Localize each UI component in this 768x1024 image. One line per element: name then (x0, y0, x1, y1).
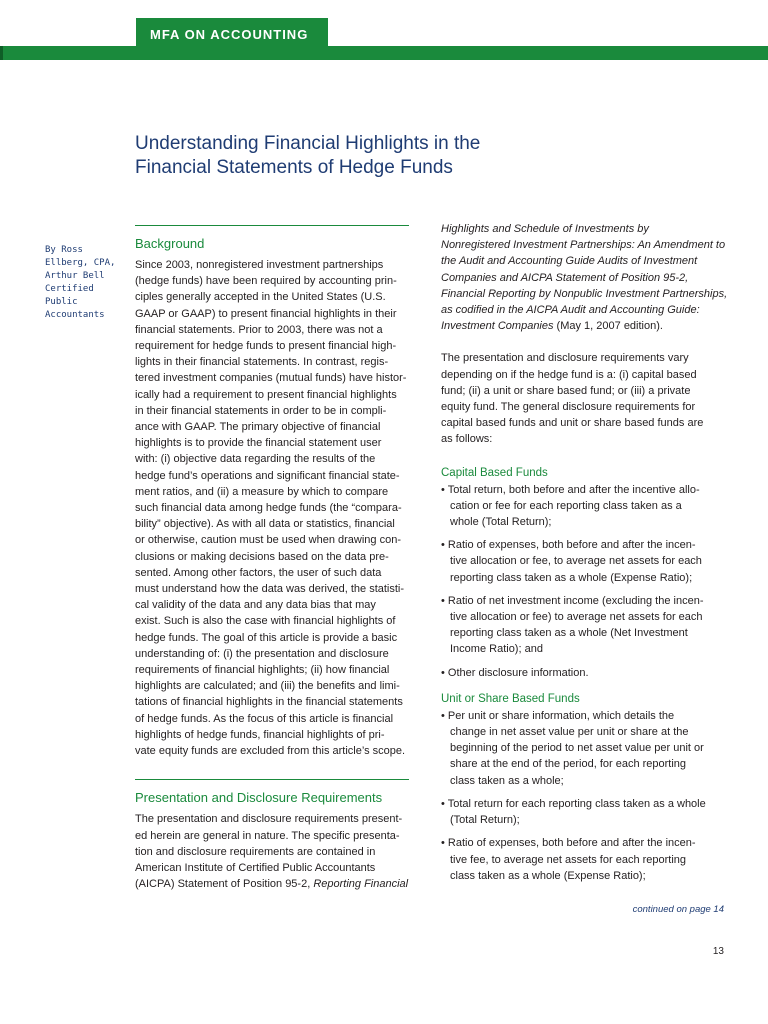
body-line: ciples generally accepted in the United States (U.S. (135, 291, 386, 304)
continued-note: continued on page 14 (632, 904, 724, 915)
body-line: GAAP or GAAP) to present financial highlights in their (135, 307, 397, 320)
citation-paragraph (441, 221, 729, 334)
body-line: hedge funds. The goal of this article is provide a basic (135, 631, 398, 644)
publication-title: Reporting Financial (313, 878, 409, 891)
bullet-line: • Total return, both before and after the incentive allo- (441, 483, 700, 496)
body-line: lights in their financial statements. In contrast, regis- (135, 356, 389, 369)
author-byline (45, 244, 120, 322)
body-line: ed herein are general in nature. The specific presenta- (135, 829, 400, 842)
bullet-line: cation or fee for each reporting class taken as a (450, 499, 682, 512)
body-line: tered investment companies (mutual funds) have histor- (135, 372, 407, 385)
body-line: requirements of financial highlights; (ii) how financial (135, 664, 390, 677)
bullet-line: • Ratio of expenses, both before and after the incen- (441, 837, 696, 850)
article-title-line-2: Financial Statements of Hedge Funds (135, 157, 453, 178)
requirements-paragraph (441, 350, 729, 447)
body-line: understanding of: (i) the presentation and disclosure (135, 647, 389, 660)
byline-line: Arthur Bell (45, 271, 105, 281)
article-title-line-1: Understanding Financial Highlights in the (135, 133, 481, 154)
bullet-line: whole (Total Return); (450, 516, 552, 529)
section-rule (135, 779, 409, 780)
presentation-heading: Presentation and Disclosure Requirements (135, 790, 383, 806)
bullet-item (441, 796, 729, 828)
citation-line: Companies and AICPA Statement of Position 95-2, (441, 271, 689, 284)
bullet-line: tive allocation or fee, to average net assets for each (450, 555, 702, 568)
bullet-item (441, 593, 729, 658)
body-line: (AICPA) Statement of Position 95-2, Reporting Financial (135, 878, 409, 891)
citation-line: as codified in the AICPA Audit and Accounting Guide: (441, 304, 700, 317)
citation-line: Financial Reporting by Nonpublic Investment Partnerships, (441, 287, 728, 300)
body-line: tations of financial highlights in the financial statements (135, 696, 403, 709)
body-line: financial statements. Prior to 2003, there was not a (135, 323, 383, 336)
body-line: ically had a requirement to present financial highlights (135, 388, 397, 401)
bullet-line: • Total return for each reporting class taken as a whole (441, 797, 706, 810)
body-line: hedge fund’s operations and significant financial state- (135, 469, 400, 482)
bullet-line: class taken as a whole; (450, 774, 564, 787)
bullet-line: tive fee, to average net assets for each reporting (450, 853, 687, 866)
bullet-line: reporting class taken as a whole (Net Investment (450, 627, 688, 640)
body-line: must understand how the data was derived, the statisti- (135, 583, 405, 596)
body-line: of hedge funds. As the focus of this article is financial (135, 712, 394, 725)
body-line: highlights is to provide the financial statement user (135, 437, 382, 450)
citation-line: Highlights and Schedule of Investments by (441, 223, 649, 235)
body-line: sented. Among other factors, the user of such data (135, 566, 382, 579)
bullet-item (441, 665, 729, 681)
bullet-line: • Per unit or share information, which details the (441, 709, 675, 722)
bullet-line: tive allocation or fee) to average net assets for each (450, 611, 703, 624)
bullet-line: change in net asset value per unit or share at the (450, 726, 689, 739)
page-number: 13 (712, 946, 724, 957)
bullet-item (441, 708, 729, 789)
body-line: fund; (ii) a unit or share based fund; or (iii) a private (441, 384, 691, 397)
article-title (135, 132, 655, 180)
body-line: vate equity funds are excluded from this article’s scope. (135, 745, 406, 758)
body-line: or otherwise, caution must be used when drawing con- (135, 534, 401, 547)
bullet-line: class taken as a whole (Expense Ratio); (450, 869, 646, 882)
body-line: American Institute of Certified Public Accountants (135, 861, 376, 874)
byline-line: Certified (45, 284, 94, 294)
body-line: The presentation and disclosure requirements present- (135, 813, 403, 826)
body-line: with: (i) objective data regarding the results of the (135, 453, 376, 466)
body-line: Since 2003, nonregistered investment partnerships (135, 259, 384, 271)
body-line: in their financial statements in order to be in compli- (135, 404, 387, 417)
unit-based-list (441, 708, 729, 884)
bullet-line: reporting class taken as a whole (Expense Ratio); (450, 571, 693, 584)
section-rule (135, 225, 409, 226)
section-label: MFA ON ACCOUNTING (136, 18, 328, 60)
bullet-line: (Total Return); (450, 814, 520, 827)
publication-title: Investment Companies (441, 320, 554, 333)
body-line: (hedge funds) have been required by accounting prin- (135, 275, 397, 288)
byline-line: By Ross (45, 245, 83, 255)
bullet-line: • Ratio of expenses, both before and after the incen- (441, 539, 696, 552)
body-line: bility” objective). As with all data or statistics, financial (135, 518, 395, 531)
citation-line: the Audit and Accounting Guide Audits of Investment (441, 255, 698, 268)
edition-note: (May 1, 2007 edition). (553, 320, 663, 333)
body-line: requirement for hedge funds to present financial high- (135, 340, 397, 353)
bullet-item (441, 537, 729, 586)
byline-line: Public (45, 297, 78, 307)
bullet-line: • Ratio of net investment income (excluding the incen- (441, 594, 704, 607)
body-line: capital based funds and unit or share based funds are (441, 417, 704, 430)
byline-line: Accountants (45, 310, 105, 320)
body-line: clusions or making decisions based on the data pre- (135, 550, 389, 563)
byline-line: Ellberg, CPA, (45, 258, 116, 268)
body-line: equity fund. The general disclosure requirements for (441, 401, 696, 414)
body-line: The presentation and disclosure requirements vary (441, 352, 689, 365)
capital-based-list (441, 482, 729, 681)
body-line: such financial data among hedge funds (the “compara- (135, 502, 402, 515)
header-bar-edge (0, 46, 3, 60)
body-line: depending on if the hedge fund is a: (i) capital based (441, 368, 697, 381)
bullet-line: share at the end of the period, for each reporting (450, 758, 687, 771)
presentation-body (135, 811, 415, 892)
body-line: as follows: (441, 433, 493, 446)
body-line: ance with GAAP. The primary objective of financial (135, 421, 381, 434)
bullet-line: Income Ratio); and (450, 643, 543, 656)
body-line: highlights are calculated; and (iii) the benefits and limi- (135, 680, 400, 693)
citation-line: Nonregistered Investment Partnerships: An Amendment to (441, 239, 726, 252)
citation-line (441, 318, 729, 334)
capital-based-heading: Capital Based Funds (441, 466, 548, 479)
bullet-line: • Other disclosure information. (441, 666, 589, 679)
body-line: cal validity of the data and any data bias that may (135, 599, 376, 612)
body-line: tion and disclosure requirements are contained in (135, 845, 376, 858)
unit-based-heading: Unit or Share Based Funds (441, 692, 580, 705)
header-bar (0, 46, 768, 60)
bullet-line: beginning of the period to net asset value per unit or (450, 742, 704, 755)
bullet-item (441, 482, 729, 531)
body-line: ment ratios, and (ii) a measure by which to compare (135, 485, 389, 498)
body-line: highlights of hedge funds, financial highlights of pri- (135, 728, 385, 741)
background-heading: Background (135, 236, 205, 251)
bullet-item (441, 835, 729, 884)
right-column (441, 221, 729, 884)
left-column (135, 225, 415, 892)
background-body (135, 257, 415, 759)
body-line: exist. Such is also the case with financial highlights of (135, 615, 396, 628)
